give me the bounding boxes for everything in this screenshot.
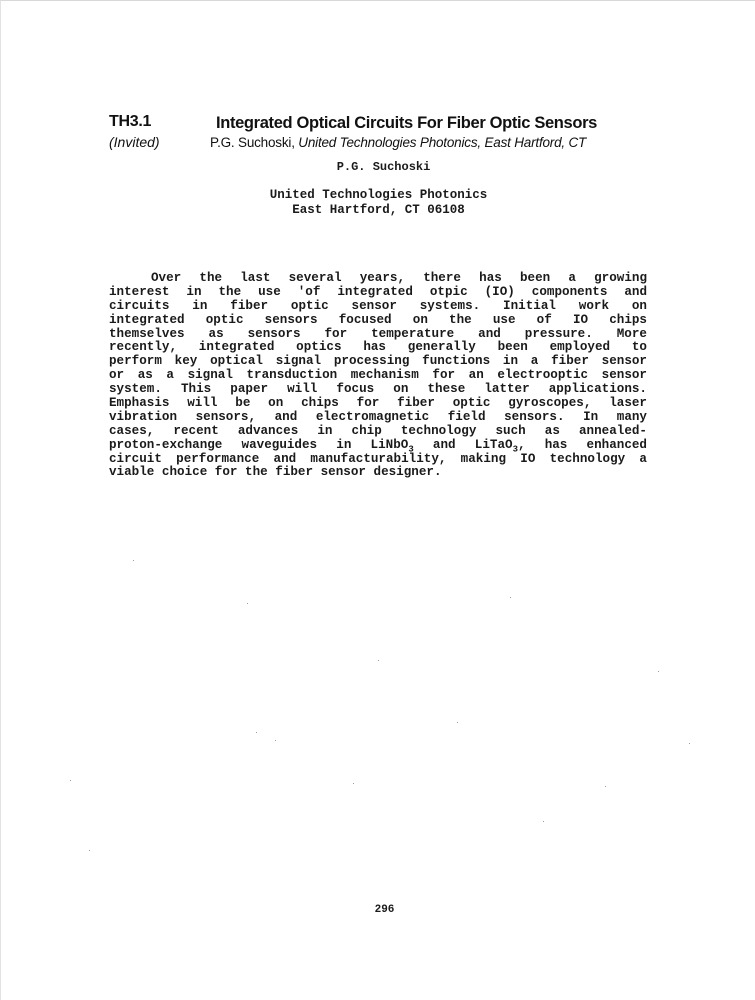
scan-speck <box>378 660 379 661</box>
scan-speck <box>510 597 511 598</box>
scan-speck <box>275 740 276 741</box>
abstract-line: Over the last several years, there has been a growing <box>151 271 647 285</box>
scan-speck <box>605 786 606 787</box>
abstract-line: circuits in fiber optic sensor systems. Initial work on <box>109 298 647 313</box>
abstract <box>109 272 647 480</box>
abstract-line: themselves as sensors for temperature and pressure. More <box>109 326 647 341</box>
scan-speck <box>658 671 659 672</box>
byline-affiliation: United Technologies Photonics, East Hartford, CT <box>298 135 587 150</box>
scan-speck <box>543 821 544 822</box>
session-note: (Invited) <box>109 134 160 150</box>
byline-author: P.G. Suchoski, <box>210 135 299 150</box>
scan-speck <box>457 722 458 723</box>
author-organization: United Technologies Photonics <box>269 188 488 202</box>
abstract-line: interest in the use 'of integrated otpic (IO) components and <box>109 284 647 299</box>
abstract-line: viable choice for the fiber sensor designer. <box>109 465 442 480</box>
abstract-line: perform key optical signal processing functions in a fiber sensor <box>109 354 647 369</box>
scan-speck <box>689 743 690 744</box>
abstract-line: proton-exchange waveguides in LiNbO$_3$ and LiTaO$_3$, has enhanced <box>109 437 647 455</box>
abstract-line: cases, recent advances in chip technology such as annealed- <box>109 423 647 438</box>
scan-speck <box>247 603 248 604</box>
abstract-line: integrated optic sensors focused on the use of IO chips <box>109 312 647 327</box>
abstract-line: recently, integrated optics has generally been employed to <box>109 340 647 355</box>
abstract-line: vibration sensors, and electromagnetic field sensors. In many <box>109 409 647 424</box>
author-location: East Hartford, CT 06108 <box>292 203 465 217</box>
paper-title: Integrated Optical Circuits For Fiber Optic Sensors <box>216 114 597 132</box>
author-name: P.G. Suchoski <box>336 160 431 174</box>
abstract-line: system. This paper will focus on these latter applications. <box>109 382 647 397</box>
header-byline <box>210 135 586 150</box>
scan-speck <box>256 732 257 733</box>
scan-speck <box>353 783 354 784</box>
scan-speck <box>133 560 134 561</box>
abstract-line: Emphasis will be on chips for fiber optic gyroscopes, laser <box>109 396 647 411</box>
abstract-line: circuit performance and manufacturability, making IO technology a <box>109 451 647 466</box>
page-number: 296 <box>374 904 395 916</box>
abstract-line: or as a signal transduction mechanism for an electrooptic sensor <box>109 368 647 383</box>
session-code: TH3.1 <box>109 113 152 130</box>
scan-speck <box>70 780 71 781</box>
scan-speck <box>89 850 90 851</box>
